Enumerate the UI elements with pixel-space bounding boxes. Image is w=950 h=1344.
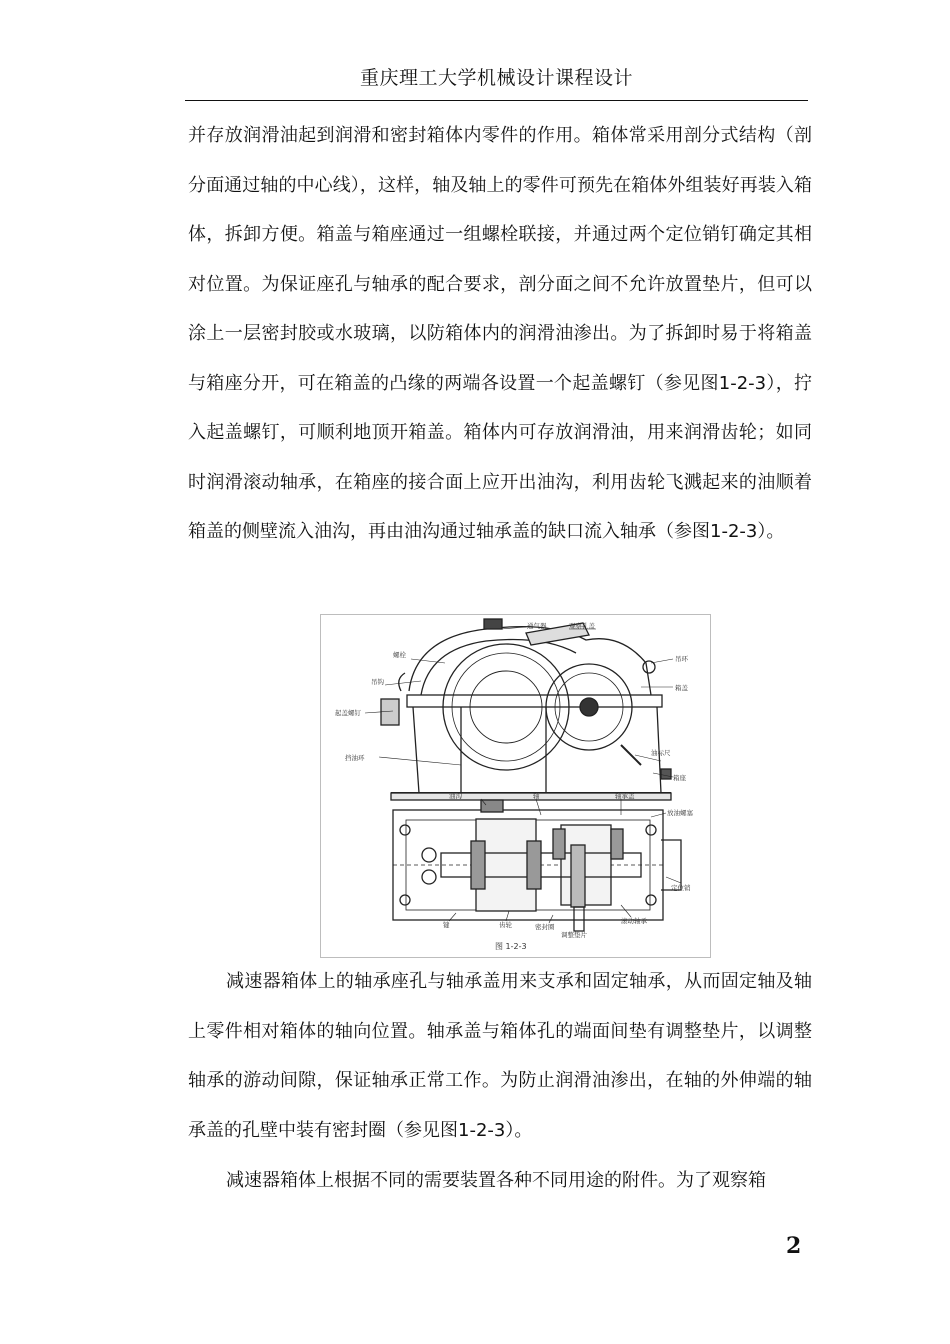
gearbox-drawing [321, 615, 712, 959]
label-cover: 箱盖 [675, 684, 688, 692]
body-paragraph: 减速器箱体上根据不同的需要装置各种不同用途的附件。为了观察箱 [226, 1170, 766, 1191]
label-jack-screw: 起盖螺钉 [335, 709, 361, 717]
label-shim: 调整垫片 [561, 931, 587, 939]
body-paragraph: 减速器箱体上的轴承座孔与轴承盖用来支承和固定轴承，从而固定轴及轴上零件相对箱体的轴向位置。轴承盖与箱体孔的端面间垫有调整垫片，以调整轴承的游动间隙，保证轴承正常工作。为防止润滑油渗出，在轴的外伸端的轴承盖的孔壁中装有密封圈（参见图1-2-3）。 [188, 971, 812, 1141]
label-dowel-pin: 定位销 [671, 884, 691, 892]
label-hook: 吊钩 [371, 678, 384, 686]
label-bolt: 螺栓 [393, 651, 406, 659]
label-key: 键 [443, 921, 450, 929]
label-vent: 通气器 [527, 622, 547, 630]
label-shaft: 轴 [533, 792, 540, 800]
label-oil-groove: 油沟 [449, 792, 462, 800]
label-base: 箱座 [673, 774, 686, 782]
label-bearing-cap: 轴承盖 [615, 792, 635, 800]
label-rolling-bearing: 滚动轴承 [621, 917, 647, 925]
label-seal: 密封圈 [535, 923, 555, 931]
body-paragraph: 并存放润滑油起到润滑和密封箱体内零件的作用。箱体常采用剖分式结构（剖分面通过轴的中心线），这样，轴及轴上的零件可预先在箱体外组装好再装入箱体，拆卸方便。箱盖与箱座通过一组螺栓联接，并通过两个定位销钉确定其相对位置。为保证座孔与轴承的配合要求，剖分面之间不允许放置垫片，但可以涂上一层密封胶或水玻璃，以防箱体内的润滑油渗出。为了拆卸时易于将箱盖与箱座分开，可在箱盖的凸缘的两端各设置一个起盖螺钉（参见图1-2-3），拧入起盖螺钉，可顺利地顶开箱盖。箱体内可存放润滑油，用来润滑齿轮；如同时润滑滚动轴承，在箱座的接合面上应开出油沟，利用齿轮飞溅起来的油顺着箱盖的侧壁流入油沟，再由油沟通过轴承盖的缺口流入轴承（参图1-2-3）。 [188, 125, 812, 542]
label-inspection-cover: 观察孔盖 [569, 622, 595, 630]
label-drain-plug: 放油螺塞 [667, 809, 693, 817]
page-number: 2 [786, 1233, 802, 1259]
figure-caption: 图 1-2-3 [495, 942, 527, 951]
label-oil-level: 油标尺 [651, 749, 671, 757]
gearbox-figure [320, 614, 711, 958]
page-header: 重庆理工大学机械设计课程设计 [359, 67, 633, 89]
label-oil-ring: 挡油环 [345, 754, 365, 762]
label-gear: 齿轮 [499, 921, 512, 929]
label-lift-ring: 吊环 [675, 655, 688, 663]
header-divider [185, 100, 808, 101]
